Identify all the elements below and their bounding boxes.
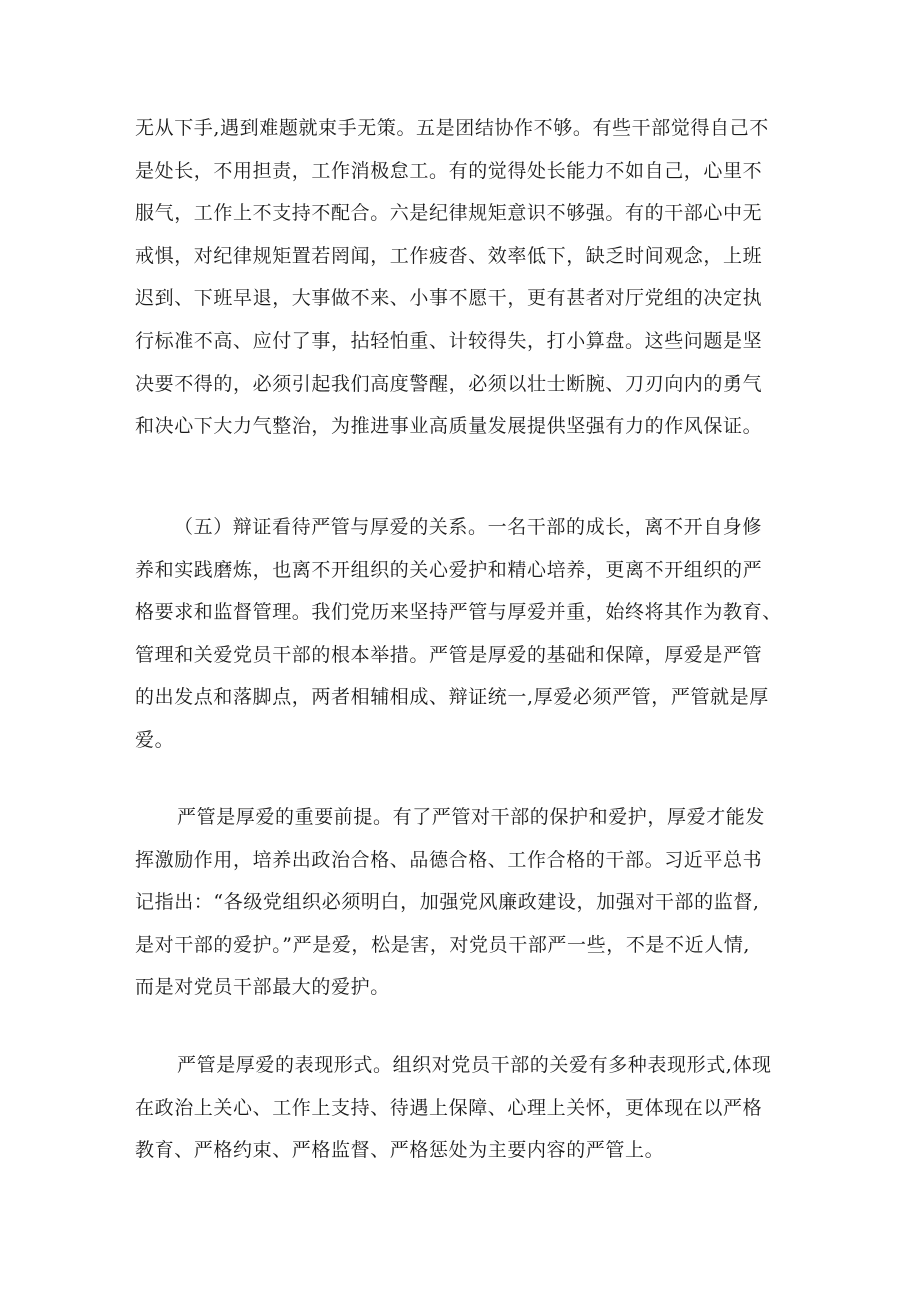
text-line-first — [135, 506, 786, 549]
text-line: 决要不得的，必须引起我们高度警醒，必须以壮士断腕、刀刃向内的勇气 — [135, 372, 763, 395]
text-line: 和决心下大力气整治，为推进事业高质量发展提供坚强有力的作风保证。 — [135, 415, 763, 438]
paragraph-work-style-problems — [135, 107, 786, 448]
text-line: 教育、严格约束、严格监督、严格惩处为主要内容的严管上。 — [135, 1139, 665, 1162]
text-line: 的出发点和落脚点，两者相辅相成、辩证统一,厚爱必须严管，严管就是厚 — [135, 686, 769, 709]
text-line: 迟到、下班早退，大事做不来、小事不愿干，更有甚者对厅党组的决定执 — [135, 287, 763, 310]
paragraph-strict-management-premise — [135, 796, 786, 1009]
text-line: 记指出：“各级党组织必须明白，加强党风廉政建设，加强对干部的监督, — [135, 891, 760, 914]
text-line: 行标准不高、应付了事，拈轻怕重、计较得失，打小算盘。这些问题是坚 — [135, 329, 763, 352]
text-line: 是对干部的爱护。”严是爱，松是害，对党员干部严一些，不是不近人情, — [135, 933, 751, 956]
text-line-content: 严管是厚爱的重要前提。有了严管对干部的保护和爱护，厚爱才能发 — [177, 806, 766, 828]
paragraph-section-five-heading — [135, 506, 786, 762]
text-line: 挥激励作用，培养出政治合格、品德合格、工作合格的干部。习近平总书 — [135, 848, 763, 871]
text-line-first — [135, 796, 786, 839]
text-line-content: 严管是厚爱的表现形式。组织对党员干部的关爱有多种表现形式,体现 — [177, 1054, 772, 1076]
text-line: 格要求和监督管理。我们党历来坚持严管与厚爱并重，始终将其作为教育、 — [135, 601, 782, 624]
text-line: 养和实践磨炼，也离不开组织的关心爱护和精心培养，更离不开组织的严 — [135, 558, 763, 581]
text-line-first — [135, 1044, 786, 1087]
paragraph-strict-management-form — [135, 1044, 786, 1172]
text-line: 服气，工作上不支持不配合。六是纪律规矩意识不够强。有的干部心中无 — [135, 202, 763, 225]
text-line: 无从下手,遇到难题就束手无策。五是团结协作不够。有些干部觉得自己不 — [135, 117, 769, 139]
text-line: 在政治上关心、工作上支持、待遇上保障、心理上关怀，更体现在以严格 — [135, 1096, 763, 1119]
text-line: 管理和关爱党员干部的根本举措。严管是厚爱的基础和保障，厚爱是严管 — [135, 643, 763, 666]
text-line: 而是对党员干部最大的爱护。 — [135, 976, 390, 999]
text-line: 是处长，不用担责，工作消极怠工。有的觉得处长能力不如自己，心里不 — [135, 159, 763, 182]
text-line: 爱。 — [135, 728, 175, 751]
text-line: 戒惧，对纪律规矩置若罔闻，工作疲沓、效率低下，缺乏时间观念，上班 — [135, 244, 763, 267]
text-line-content: （五）辩证看待严管与厚爱的关系。一名干部的成长，离不开自身修 — [174, 516, 763, 538]
